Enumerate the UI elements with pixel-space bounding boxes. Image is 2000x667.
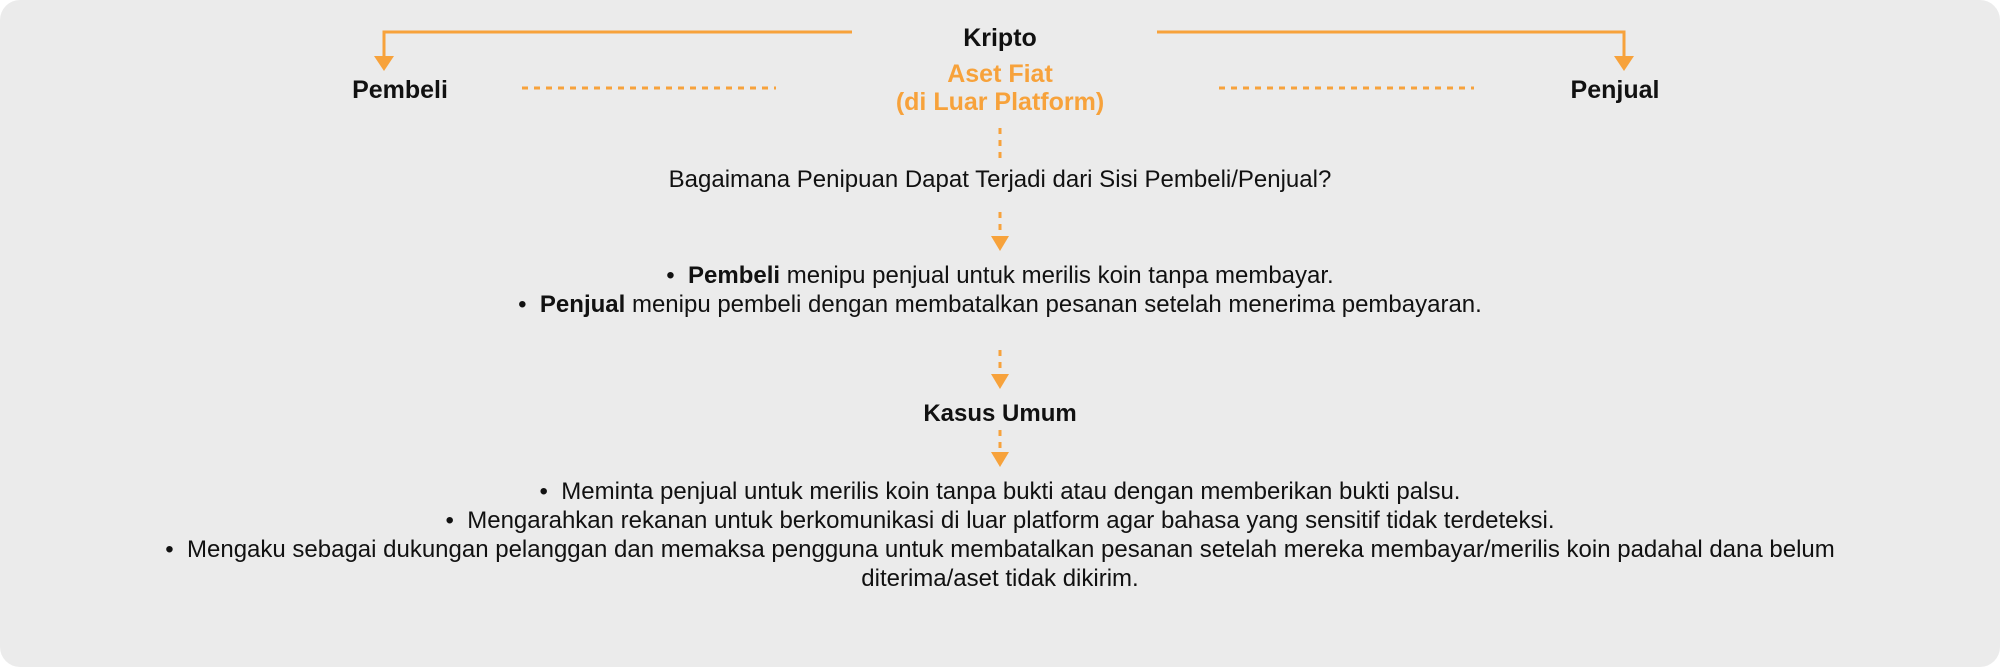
fraud-bullet-buyer-text: menipu penjual untuk merilis koin tanpa membayar. <box>780 262 1334 289</box>
buyer-label: Pembeli <box>352 76 448 104</box>
common-cases-title: Kasus Umum <box>923 400 1077 427</box>
fraud-bullet-buyer <box>0 261 2000 290</box>
common-case-1 <box>0 477 2000 506</box>
bullet-dot: • <box>539 478 562 505</box>
bullet-dot: • <box>165 536 187 563</box>
fraud-bullet-seller <box>0 290 2000 319</box>
fraud-bullet-list <box>0 261 2000 319</box>
fraud-bullet-seller-text: menipu pembeli dengan membatalkan pesanan setelah menerima pembayaran. <box>625 291 1482 318</box>
fiat-label-line1: Aset Fiat <box>947 60 1053 88</box>
fraud-bullet-buyer-bold: Pembeli <box>688 262 781 289</box>
fraud-bullet-seller-bold: Penjual <box>539 291 626 318</box>
common-case-3-continued: diterima/aset tidak dikirim. <box>861 565 1139 592</box>
crypto-to-seller-line <box>1157 32 1624 58</box>
common-case-1-text: Meminta penjual untuk merilis koin tanpa bukti atau dengan memberikan bukti palsu. <box>561 478 1461 505</box>
seller-label: Penjual <box>1570 76 1660 104</box>
common-case-3-text: Mengaku sebagai dukungan pelanggan dan memaksa pengguna untuk membatalkan pesanan setelah mereka membayar/merilis koin padahal dana belum <box>187 536 1835 563</box>
crypto-label: Kripto <box>963 24 1037 52</box>
bullet-dot: • <box>666 262 689 289</box>
fraud-question: Bagaimana Penipuan Dapat Terjadi dari Sisi Pembeli/Penjual? <box>668 166 1332 193</box>
fiat-label <box>840 60 1160 116</box>
common-case-2 <box>0 506 2000 535</box>
common-case-3 <box>0 535 2000 564</box>
fiat-label-line2: (di Luar Platform) <box>895 88 1105 116</box>
flow-arrowhead-3 <box>991 452 1009 467</box>
bullet-dot: • <box>518 291 540 318</box>
common-cases-list <box>0 477 2000 593</box>
buyer-arrowhead <box>374 56 394 71</box>
flow-arrowhead-1 <box>991 236 1009 251</box>
common-case-2-text: Mengarahkan rekanan untuk berkomunikasi di luar platform agar bahasa yang sensitif tidak terdeteksi. <box>467 507 1555 534</box>
seller-arrowhead <box>1614 56 1634 71</box>
flow-arrowhead-2 <box>991 374 1009 389</box>
bullet-dot: • <box>445 507 468 534</box>
crypto-to-buyer-line <box>384 32 852 58</box>
